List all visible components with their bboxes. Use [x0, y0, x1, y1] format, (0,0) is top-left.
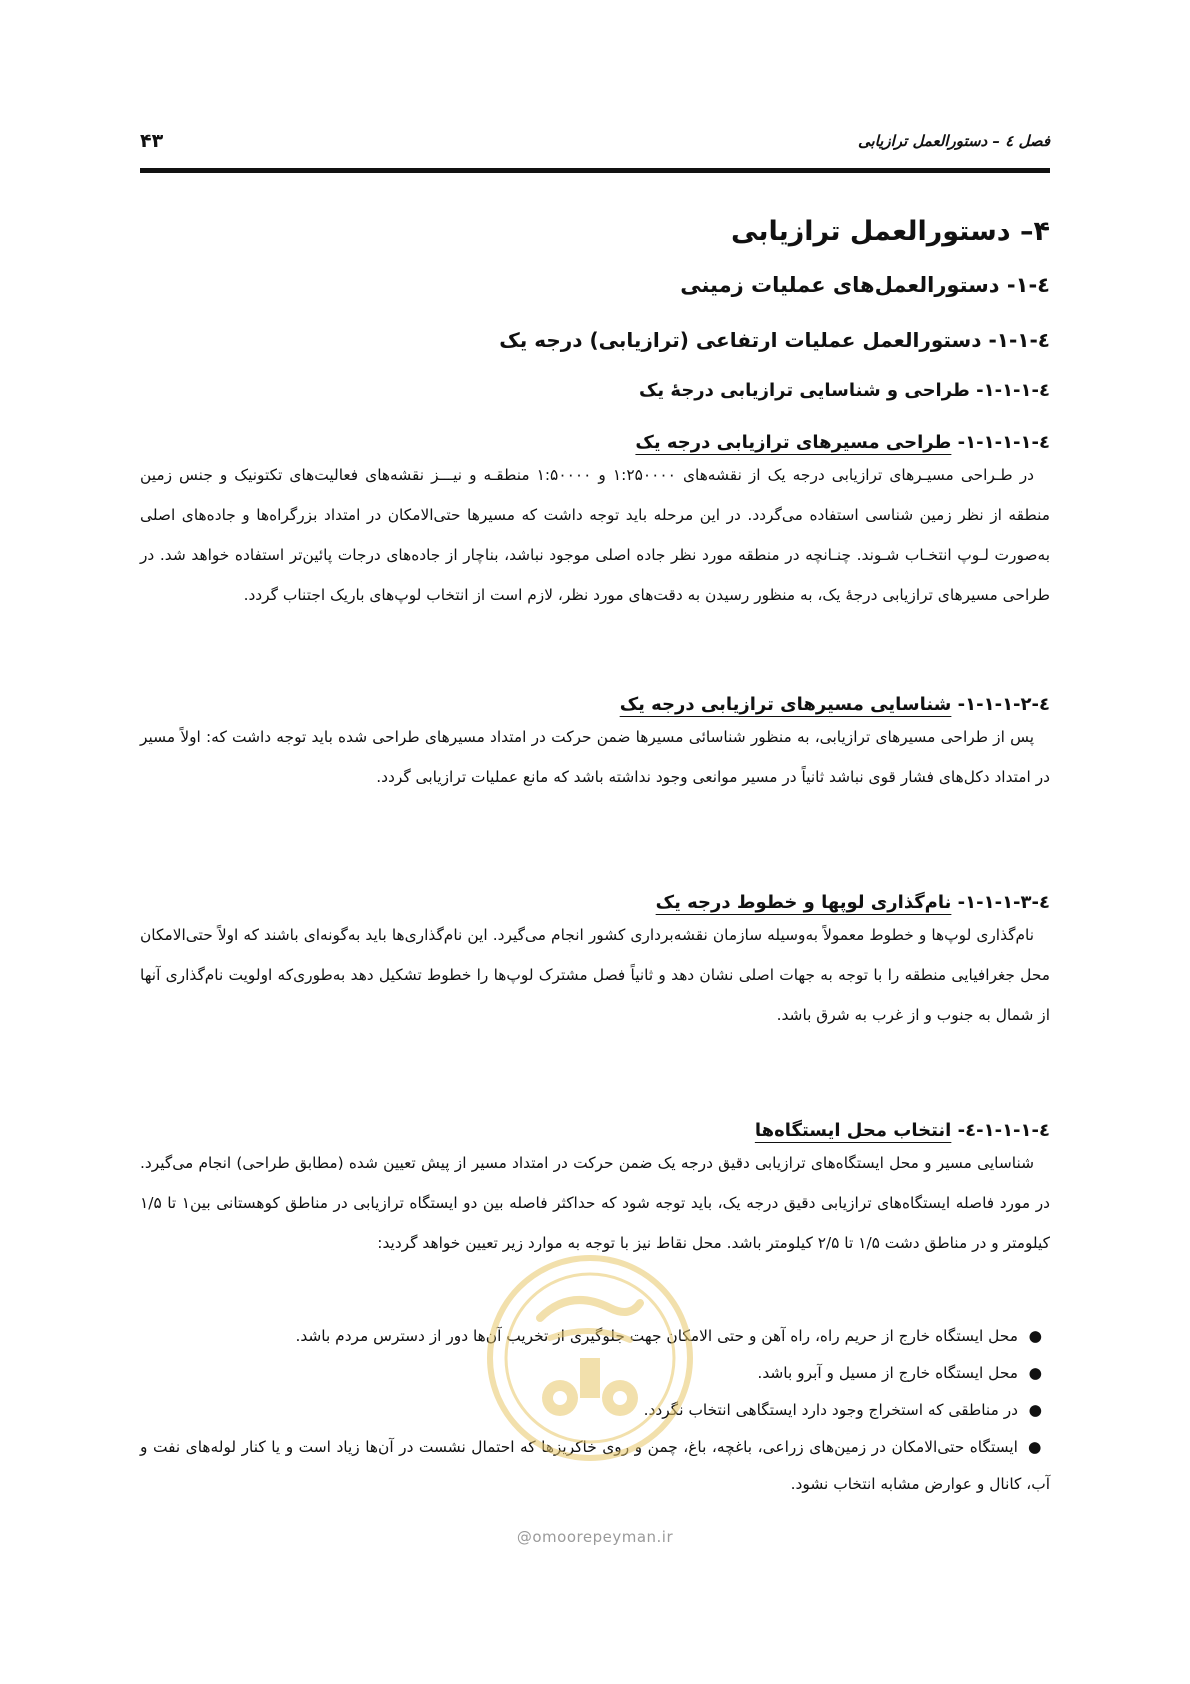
section-heading: [755, 1120, 1050, 1141]
page-number: ۴۳: [140, 130, 164, 152]
paragraph-text: در طـراحی مسیـرهای ترازیابی درجه یک از نقشه‌های ۱:۲۵۰۰۰۰ و ۱:۵۰۰۰۰ منطقـه و نیـــز نقشه‌های فعالیت‌های تکتونیک و جنس زمین منطقه از نظر زمین شناسی استفاده می‌گردد. در این مرحله باید توجه داشت که مسیرها حتی‌الامکان در امتداد بزرگراه‌ها و جاده‌های اصلی به‌صورت لـوپ انتخـاب شـوند. چنـانچه در منطقه مورد نظر جاده اصلی موجود نباشد، بناچار از جاده‌های درجات پائین‌تر استفاده خواهد شد. در طراحی مسیرهای ترازیابی درجهٔ یک، به منظور رسیدن به دقت‌های مورد نظر، لازم است از انتخاب لوپ‌های باریک اجتناب گردد.: [140, 466, 1050, 604]
paragraph: [140, 455, 1050, 615]
heading-level-4: ٤-۱-۱-۱- طراحی و شناسایی ترازیابی درجهٔ یک: [638, 380, 1050, 401]
section-title: انتخاب محل ایستگاه‌ها: [754, 1120, 952, 1141]
section-heading: [635, 432, 1050, 453]
section-number: ٤-۱-۱-۱-۱-: [957, 432, 1050, 453]
section-number: ٤-۱-۱-۱-۳-: [957, 892, 1050, 913]
paragraph: [140, 717, 1050, 797]
heading-level-3: ٤-۱-۱- دستورالعمل عملیات ارتفاعی (ترازیابی) درجه یک: [499, 328, 1050, 352]
section-title: نام‌گذاری لوپها و خطوط درجه یک: [655, 892, 952, 913]
heading-level-1: ۴– دستورالعمل ترازیابی: [731, 216, 1050, 247]
section-heading: [656, 892, 1050, 913]
paragraph: [140, 1143, 1050, 1263]
paragraph-text: پس از طراحی مسیرهای ترازیابی، به منظور شناسائی مسیرها ضمن حرکت در امتداد مسیرهای طراحی شده باید توجه داشت که: اولاً مسیر در امتداد دکل‌های فشار قوی نباشد ثانیاً در مسیر موانعی وجود نداشته باشد که مانع عملیات ترازیابی گردد.: [140, 728, 1050, 786]
list-item: ● محل ایستگاه خارج از حریم راه، راه آهن و حتی الامکان جهت جلوگیری از تخریب آن‌ها دور از دسترس مردم باشد.: [140, 1318, 1050, 1355]
list-item: ● محل ایستگاه خارج از مسیل و آبرو باشد.: [140, 1355, 1050, 1392]
bullet-icon: ●: [1028, 1327, 1042, 1345]
bullet-icon: ●: [1028, 1364, 1042, 1382]
list-item: ● در مناطقی که استخراج وجود دارد ایستگاهی انتخاب نگردد.: [140, 1392, 1050, 1429]
bullet-icon: ●: [1028, 1401, 1042, 1419]
watermark-text: @omoorepeyman.ir: [516, 1528, 674, 1546]
section-number: ٤-۱-۱-۱-۲-: [957, 694, 1050, 715]
paragraph: [140, 915, 1050, 1035]
paragraph-text: نام‌گذاری لوپ‌ها و خطوط معمولاً به‌وسیله سازمان نقشه‌برداری کشور انجام می‌گیرد. این نام‌گذاری‌ها باید به‌گونه‌ای باشند که اولاً حتی‌الامکان محل جغرافیایی منطقه را با توجه به جهات اصلی نشان دهد و ثانیاً فصل مشترک لوپ‌ها را خطوط تشکیل دهد به‌طوری‌که اولویت نام‌گذاری آنها از شمال به جنوب و از غرب به شرق باشد.: [140, 926, 1050, 1024]
bullet-list: [140, 1318, 1050, 1503]
header-divider: [140, 168, 1050, 173]
section-title: شناسایی مسیرهای ترازیابی درجه یک: [619, 694, 952, 715]
section-number: ٤-۱-۱-۱-٤-: [957, 1120, 1050, 1141]
paragraph-text: شناسایی مسیر و محل ایستگاه‌های ترازیابی دقیق درجه یک ضمن حرکت در امتداد مسیر از پیش تعیین شده (مطابق طراحی) انجام می‌گیرد. در مورد فاصله ایستگاه‌های ترازیابی دقیق درجه یک، باید توجه شود که حداکثر فاصله بین دو ایستگاه ترازیابی در مناطق کوهستانی بین۱ تا ۱/۵ کیلومتر و در مناطق دشت ۱/۵ تا ۲/۵ کیلومتر باشد. محل نقاط نیز با توجه به موارد زیر تعیین خواهد گردید:: [140, 1154, 1050, 1252]
chapter-title: فصل ٤ – دستورالعمل ترازیابی: [857, 132, 1050, 150]
list-item: ●ایستگاه حتی‌الامکان در زمین‌های زراعی، باغچه، باغ، چمن و روی خاکریزها که احتمال نشست در آن‌ها زیاد است و یا کنار لوله‌های نفت و آب، کانال و عوارض مشابه انتخاب نشود.: [140, 1438, 1050, 1493]
heading-level-2: ٤-۱- دستورالعمل‌های عملیات زمینی: [680, 273, 1050, 297]
bullet-icon: ●: [1027, 1438, 1042, 1456]
section-title: طراحی مسیرهای ترازیابی درجه یک: [635, 432, 952, 453]
section-heading: [620, 694, 1050, 715]
